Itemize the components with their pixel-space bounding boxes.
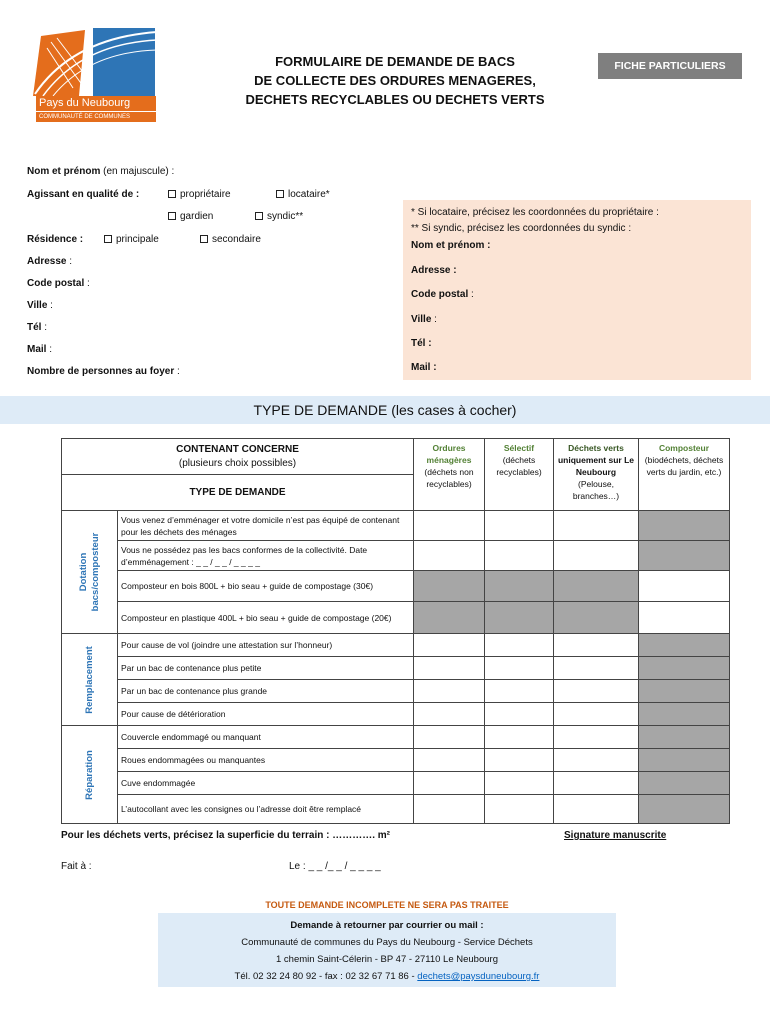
note-locataire: * Si locataire, précisez les coordonnées du propriétaire : (411, 207, 659, 218)
nom-field[interactable]: Nom et prénom (en majuscule) : (27, 166, 175, 177)
email-link[interactable]: dechets@paysduneubourg.fr (417, 971, 540, 982)
check-cell[interactable] (414, 541, 485, 571)
table-row (62, 602, 730, 634)
disabled-cell (639, 541, 730, 571)
check-cell[interactable] (554, 634, 639, 657)
check-cell[interactable] (414, 749, 485, 772)
check-cell[interactable] (639, 602, 730, 634)
proprio-adresse-field[interactable]: Adresse : (411, 265, 457, 276)
check-cell[interactable] (414, 634, 485, 657)
check-cell[interactable] (414, 680, 485, 703)
check-cell[interactable] (554, 657, 639, 680)
page-title: FORMULAIRE DE DEMANDE DE BACS DE COLLECTE DES ORDURES MENAGERES, DECHETS RECYCLABLES OU DECHETS VERTS (245, 54, 545, 107)
adresse-field[interactable]: Adresse : (27, 256, 73, 267)
disabled-cell (639, 634, 730, 657)
col-composteur: Composteur (biodéchets, déchets verts du jardin, etc.) (639, 439, 730, 511)
footer-phone: Tél. 02 32 24 80 92 - fax : 02 32 67 71 86 - dechets@paysduneubourg.fr (234, 971, 540, 982)
qualite-label: Agissant en qualité de : (27, 189, 140, 200)
logo (33, 28, 159, 124)
check-cell[interactable] (554, 680, 639, 703)
checkbox-syndic[interactable]: syndic** (255, 211, 303, 222)
table-row (62, 795, 730, 824)
col-ordures: Ordures ménagères (déchets non recyclables) (414, 439, 485, 511)
logo-subtitle: COMMUNAUTÉ DE COMMUNES (36, 112, 156, 122)
check-cell[interactable] (554, 749, 639, 772)
table-row (62, 680, 730, 703)
code-postal-field[interactable]: Code postal : (27, 278, 90, 289)
check-cell[interactable] (414, 657, 485, 680)
ville-field[interactable]: Ville : (27, 300, 53, 311)
footer-title: Demande à retourner par courrier ou mail : (290, 920, 484, 931)
check-cell[interactable] (414, 703, 485, 726)
fiche-badge: FICHE PARTICULIERS (598, 53, 742, 79)
row-label: Pour cause de détérioration (118, 703, 414, 726)
superficie-field[interactable]: Pour les déchets verts, précisez la superficie du terrain : …………. m² (61, 830, 390, 841)
mail-field[interactable]: Mail : (27, 344, 53, 355)
row-label: Composteur en plastique 400L + bio seau + guide de compostage (20€) (118, 602, 414, 634)
contenant-header: CONTENANT CONCERNE (plusieurs choix possibles) (62, 439, 414, 475)
check-cell[interactable] (485, 749, 554, 772)
disabled-cell (485, 602, 554, 634)
logo-graphic-icon (33, 28, 159, 96)
disabled-cell (639, 703, 730, 726)
table-row (62, 657, 730, 680)
check-cell[interactable] (414, 772, 485, 795)
check-cell[interactable] (485, 657, 554, 680)
check-cell[interactable] (554, 703, 639, 726)
row-label: L’autocollant avec les consignes ou l’adresse doit être remplacé (118, 795, 414, 824)
type-demande-title: TYPE DE DEMANDE (les cases à cocher) (0, 396, 770, 424)
disabled-cell (639, 772, 730, 795)
check-cell[interactable] (485, 772, 554, 795)
check-cell[interactable] (554, 541, 639, 571)
disabled-cell (639, 680, 730, 703)
check-cell[interactable] (554, 511, 639, 541)
date-field[interactable]: Le : _ _ /_ _ / _ _ _ _ (289, 861, 381, 872)
proprio-cp-field[interactable]: Code postal : (411, 289, 474, 300)
row-label: Pour cause de vol (joindre une attestation sur l’honneur) (118, 634, 414, 657)
row-label: Roues endommagées ou manquantes (118, 749, 414, 772)
proprio-tel-field[interactable]: Tél : (411, 338, 432, 349)
foyer-field[interactable]: Nombre de personnes au foyer : (27, 366, 180, 377)
warning-text: TOUTE DEMANDE INCOMPLETE NE SERA PAS TRAITEE (265, 900, 509, 910)
row-label: Par un bac de contenance plus petite (118, 657, 414, 680)
check-cell[interactable] (554, 772, 639, 795)
disabled-cell (639, 657, 730, 680)
checkbox-locataire[interactable]: locataire* (276, 189, 330, 200)
table-row (62, 541, 730, 571)
disabled-cell (554, 602, 639, 634)
check-cell[interactable] (485, 703, 554, 726)
disabled-cell (414, 571, 485, 602)
coordonnees-box (403, 200, 751, 380)
group-dotation: Dotation bacs/composteur (62, 511, 118, 634)
table-row (62, 703, 730, 726)
check-cell[interactable] (485, 541, 554, 571)
footer-contact (158, 913, 616, 987)
footer-org: Communauté de communes du Pays du Neubourg - Service Déchets (241, 937, 533, 948)
disabled-cell (414, 602, 485, 634)
check-cell[interactable] (414, 726, 485, 749)
row-label: Par un bac de contenance plus grande (118, 680, 414, 703)
disabled-cell (639, 749, 730, 772)
row-label: Cuve endommagée (118, 772, 414, 795)
demande-table (61, 438, 730, 824)
checkbox-principale[interactable]: principale (104, 234, 159, 245)
disabled-cell (485, 571, 554, 602)
proprio-mail-field[interactable]: Mail : (411, 362, 437, 373)
disabled-cell (554, 571, 639, 602)
row-label: Vous venez d’emménager et votre domicile n’est pas équipé de contenant pour les déchets des ménages (118, 511, 414, 541)
check-cell[interactable] (485, 726, 554, 749)
disabled-cell (639, 511, 730, 541)
check-cell[interactable] (485, 511, 554, 541)
check-cell[interactable] (485, 680, 554, 703)
disabled-cell (639, 795, 730, 824)
check-cell[interactable] (639, 571, 730, 602)
table-row (62, 634, 730, 657)
table-row (62, 749, 730, 772)
table-row (62, 571, 730, 602)
group-reparation: Réparation (62, 726, 118, 824)
proprio-ville-field[interactable]: Ville : (411, 314, 437, 325)
check-cell[interactable] (414, 511, 485, 541)
table-row (62, 726, 730, 749)
note-syndic: ** Si syndic, précisez les coordonnées du syndic : (411, 223, 632, 234)
tel-field[interactable]: Tél : (27, 322, 48, 333)
footer-address: 1 chemin Saint-Célerin - BP 47 - 27110 Le Neubourg (276, 954, 498, 965)
fait-a-field[interactable]: Fait à : (61, 861, 92, 872)
check-cell[interactable] (485, 795, 554, 824)
col-selectif: Sélectif (déchets recyclables) (485, 439, 554, 511)
residence-label: Résidence : (27, 234, 84, 245)
logo-name: Pays du Neubourg (36, 96, 156, 111)
checkbox-gardien[interactable]: gardien (168, 211, 213, 222)
table-row (62, 772, 730, 795)
group-remplacement: Remplacement (62, 634, 118, 726)
row-label: Vous ne possédez pas les bacs conformes de la collectivité. Date d’emménagement : _ _ / _ _ / _ _ _ _ (118, 541, 414, 571)
table-row (62, 511, 730, 541)
check-cell[interactable] (554, 726, 639, 749)
row-label: Couvercle endommagé ou manquant (118, 726, 414, 749)
checkbox-proprietaire[interactable]: propriétaire (168, 189, 231, 200)
col-dechets-verts: Déchets verts uniquement sur Le Neubourg (Pelouse, branches…) (554, 439, 639, 511)
row-label: Composteur en bois 800L + bio seau + guide de compostage (30€) (118, 571, 414, 602)
proprio-nom-field[interactable]: Nom et prénom : (411, 240, 491, 251)
signature-label: Signature manuscrite (564, 830, 667, 841)
check-cell[interactable] (485, 634, 554, 657)
disabled-cell (639, 726, 730, 749)
check-cell[interactable] (554, 795, 639, 824)
type-header: TYPE DE DEMANDE (62, 475, 414, 511)
checkbox-secondaire[interactable]: secondaire (200, 234, 261, 245)
check-cell[interactable] (414, 795, 485, 824)
